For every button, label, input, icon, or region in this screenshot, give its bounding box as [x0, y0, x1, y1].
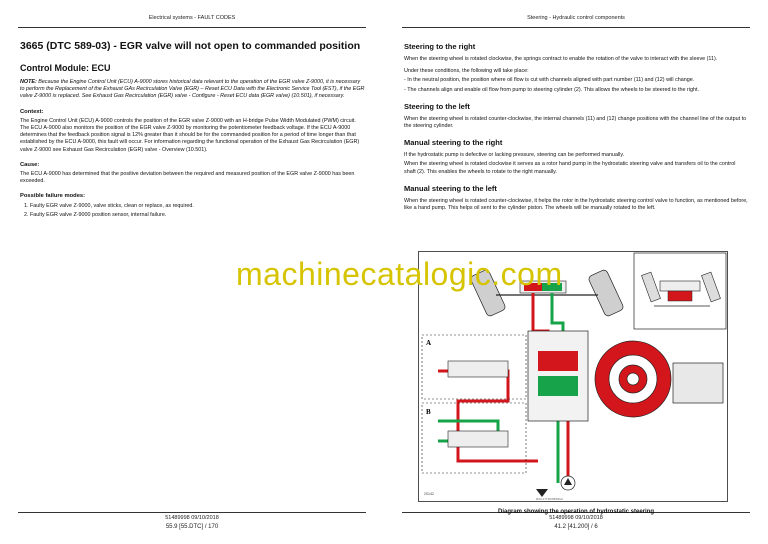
- steering-cylinder-inset: [634, 253, 726, 329]
- control-shaft: [673, 363, 723, 403]
- figure-code: 20142: [424, 492, 434, 496]
- manual-right-p2: When the steering wheel is rotated clockwise it serves as a rotor hand pump in the hydrostatic steering valve and transfers oil to the control shaft (2). This enables the wheels to rotate to the right manually.: [404, 161, 736, 175]
- manual-right-p1: If the hydrostatic pump is defective or lacking pressure, steering can be performed manually.: [404, 152, 625, 159]
- fault-title: 3665 (DTC 589-03) - EGR valve will not open to commanded position: [20, 40, 361, 52]
- manual-right-heading: Manual steering to the right: [404, 138, 503, 148]
- watermark: machinecatalogic.com: [236, 256, 563, 292]
- failure-modes-heading: Possible failure modes:: [20, 193, 86, 200]
- note-paragraph: [20, 79, 366, 101]
- left-footer-page: 55.9 [55.DTC] / 170: [165, 524, 219, 530]
- left-footer-rule: [18, 512, 366, 513]
- right-page-header: Steering - Hydraulic control components: [527, 15, 625, 21]
- failure-mode-item: 1. Faulty EGR valve Z-9000, valve sticks, clean or replace, as required.: [30, 203, 366, 210]
- steer-right-p3: - In the neutral position, the position where oil flow is cut with channels aligned with part number (11) and (12) will change.: [404, 77, 695, 84]
- left-header-rule: [18, 27, 366, 28]
- steer-right-p4: - The channels align and enable oil flow from pump to steering cylinder (2). This allows the wheels to be steered to the right.: [404, 86, 699, 93]
- spool-a: [448, 361, 508, 377]
- note-text: Because the Engine Control Unit (ECU) A-9000 stores historical data relevant to the operation of the EGR valve Z-9000, it is necessary to perform the Replacement of the Exhaust GAs Recirculation Valve (EGR) – Reset ECU Data with the Electronic Service Tool (EST), if the EGR valve Z-9000 is replaced. See Exhaust Gas Recirculation (EGR) valve - Configure - Reset ECU data (EGR valve) (10.501), if necessary.: [20, 79, 365, 100]
- right-footer-date: 51489998 09/10/2018: [549, 515, 603, 521]
- right-header-rule: [402, 27, 750, 28]
- figure-ref: RAIL17TRK5830GA: [536, 497, 564, 501]
- steer-right-p1: When the steering wheel is rotated clockwise, the springs contract to enable the rotation of the valve to interact with the sleeve (11).: [404, 56, 718, 62]
- steer-right-heading: Steering to the right: [404, 42, 476, 51]
- cause-heading: Cause:: [20, 161, 40, 168]
- figure-label-a: A: [426, 339, 432, 347]
- figure-caption: Diagram showing the operation of hydrostatic steering: [497, 509, 655, 515]
- failure-mode-item: 2. Faulty EGR valve Z-9000 position sensor, internal failure.: [30, 212, 366, 219]
- failure-modes-list: [20, 203, 366, 219]
- cause-text: The ECU A-9000 has determined that the positive deviation between the required and measured position of the EGR valve Z-9000 has been exceeded.: [20, 171, 355, 185]
- spool-b: [448, 431, 508, 447]
- manual-left-heading: Manual steering to the left: [404, 183, 497, 193]
- left-content: [20, 36, 366, 221]
- left-footer-date: 51489998 09/10/2018: [165, 515, 219, 521]
- valve-pressure-chamber: [538, 351, 578, 371]
- rotor-gear: [595, 341, 671, 417]
- left-page-header: Electrical systems - FAULT CODES: [148, 15, 236, 21]
- valve-return-chamber: [538, 376, 578, 396]
- right-content: [404, 36, 748, 214]
- note-label: NOTE:: [20, 79, 37, 85]
- control-module-heading: Control Module: ECU: [20, 63, 111, 73]
- steer-right-p2: Under these conditions, the following will take place:: [404, 68, 529, 75]
- context-heading: Context:: [20, 108, 44, 115]
- figure-label-b: B: [426, 408, 431, 416]
- steer-left-p1: When the steering wheel is rotated counter-clockwise, the internal channels (11) and (12) change positions with the channel line of the output to the steering cylinder.: [404, 115, 747, 130]
- context-text: The Engine Control Unit (ECU) A-9000 controls the position of the EGR valve Z-9000 with an H-bridge Pulse Width Modulated (PWM) circuit. The ECU A-9000 also monitors the position of the EGR valve Z-9000 by monitoring the potentiometer feedback voltage. If the ECU A-9000 determines that the feedback position signal is 12% greater than it should be for the commanded position for a period of time longer than that established by the ECU A-9000, this fault will occur. For information regarding the functional operation of the Exhaust Gas Recirculation (EGR) valve Z-9000 see Exhaust Gas Recirculation (EGR) valve - Overview (10.501).: [20, 117, 360, 153]
- right-footer-page: 41.2 [41.200] / 6: [554, 524, 598, 530]
- manual-left-p1: When the steering wheel is rotated counter-clockwise, it helps the rotor in the hydrostatic steering control valve to function, as mentioned before, like a hand pump. This helps oil sent to the cylinder piston. The wheels will be manually rotated to the left.: [404, 197, 748, 212]
- steer-left-heading: Steering to the left: [404, 101, 470, 111]
